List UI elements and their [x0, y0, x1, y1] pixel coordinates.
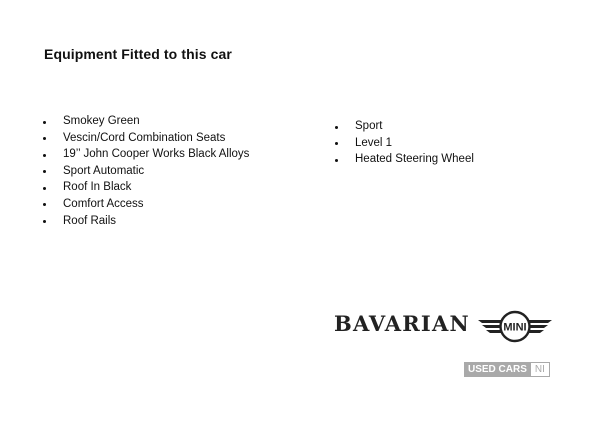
list-item: Sport — [335, 118, 474, 135]
list-item: Roof Rails — [43, 213, 249, 230]
list-item: Smokey Green — [43, 113, 249, 130]
used-cars-badge — [464, 362, 550, 377]
list-item: Roof In Black — [43, 179, 249, 196]
list-item: 19’’ John Cooper Works Black Alloys — [43, 146, 249, 163]
list-item: Comfort Access — [43, 196, 249, 213]
badge-primary: USED CARS — [464, 362, 531, 377]
page-title: Equipment Fitted to this car — [44, 46, 232, 62]
list-item: Sport Automatic — [43, 163, 249, 180]
list-item: Level 1 — [335, 135, 474, 152]
logo-text: MINI — [503, 321, 527, 334]
mini-wings-logo-icon — [477, 309, 553, 345]
dealer-name: BAVARIAN — [334, 311, 470, 336]
list-item: Vescin/Cord Combination Seats — [43, 130, 249, 147]
equipment-list-left — [43, 113, 249, 229]
badge-secondary: NI — [531, 362, 550, 377]
list-item: Heated Steering Wheel — [335, 151, 474, 168]
equipment-list-right — [335, 118, 474, 168]
